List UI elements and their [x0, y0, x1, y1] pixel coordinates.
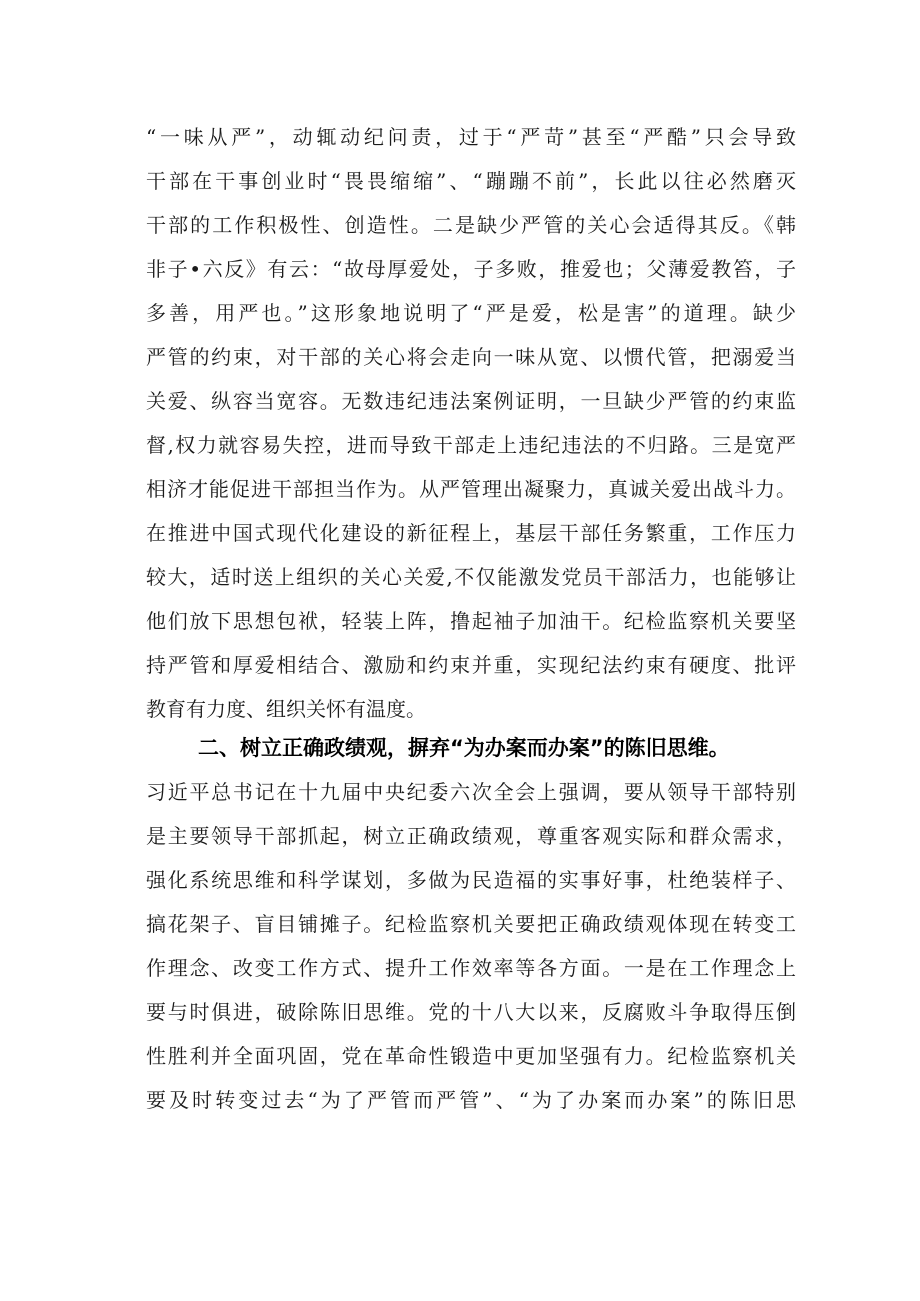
paragraph-line: 性胜利并全面巩固，党在革命性锻造中更加坚强有力。纪检监察机关 [146, 1044, 796, 1068]
paragraph-line: 是主要领导干部抓起，树立正确政绩观，尊重客观实际和群众需求， [146, 824, 796, 848]
paragraph-line: 搞花架子、盲目铺摊子。纪检监察机关要把正确政绩观体现在转变工 [146, 912, 796, 936]
paragraph-line: 严管的约束，对干部的关心将会走向一味从宽、以惯代管，把溺爱当 [146, 345, 796, 369]
paragraph-line: 持严管和厚爱相结合、激励和约束并重，实现纪法约束有硬度、批评 [146, 653, 796, 677]
paragraph-line: 他们放下思想包袱，轻装上阵，撸起袖子加油干。纪检监察机关要坚 [146, 609, 796, 633]
paragraph-line: 强化系统思维和科学谋划，多做为民造福的实事好事，杜绝装样子、 [146, 868, 796, 892]
paragraph-line: 教育有力度、组织关怀有温度。 [146, 697, 426, 721]
paragraph-line: 在推进中国式现代化建设的新征程上，基层干部任务繁重，工作压力 [146, 521, 796, 545]
paragraph-line: 要与时俱进，破除陈旧思维。党的十八大以来，反腐败斗争取得压倒 [146, 1000, 796, 1024]
section-heading: 二、树立正确政绩观，摒弃“为办案而办案”的陈旧思维。 [198, 736, 730, 760]
paragraph-line: 作理念、改变工作方式、提升工作效率等各方面。一是在工作理念上 [146, 956, 796, 980]
paragraph-line: 督,权力就容易失控，进而导致干部走上违纪违法的不归路。三是宽严 [146, 433, 796, 457]
paragraph-line: 习近平总书记在十九届中央纪委六次全会上强调，要从领导干部特别 [146, 780, 796, 804]
paragraph-line: 多善，用严也。”这形象地说明了“严是爱，松是害”的道理。缺少 [146, 301, 796, 325]
paragraph-line: 关爱、纵容当宽容。无数违纪违法案例证明，一旦缺少严管的约束监 [146, 389, 796, 413]
paragraph-line: 相济才能促进干部担当作为。从严管理出凝聚力，真诚关爱出战斗力。 [146, 477, 796, 501]
paragraph-line: “一味从严”，动辄动纪问责，过于“严苛”甚至“严酷”只会导致 [146, 125, 796, 149]
paragraph-line: 干部在干事创业时“畏畏缩缩”、“蹦蹦不前”，长此以往必然磨灭 [146, 169, 796, 193]
paragraph-line: 干部的工作积极性、创造性。二是缺少严管的关心会适得其反。《韩 [146, 213, 796, 237]
paragraph-line: 非子•六反》有云：“故母厚爱处，子多败，推爱也；父薄爱教笞，子 [146, 257, 796, 281]
paragraph-line: 要及时转变过去“为了严管而严管”、“为了办案而办案”的陈旧思 [146, 1088, 796, 1112]
paragraph-line: 较大，适时送上组织的关心关爱,不仅能激发党员干部活力，也能够让 [146, 565, 796, 589]
